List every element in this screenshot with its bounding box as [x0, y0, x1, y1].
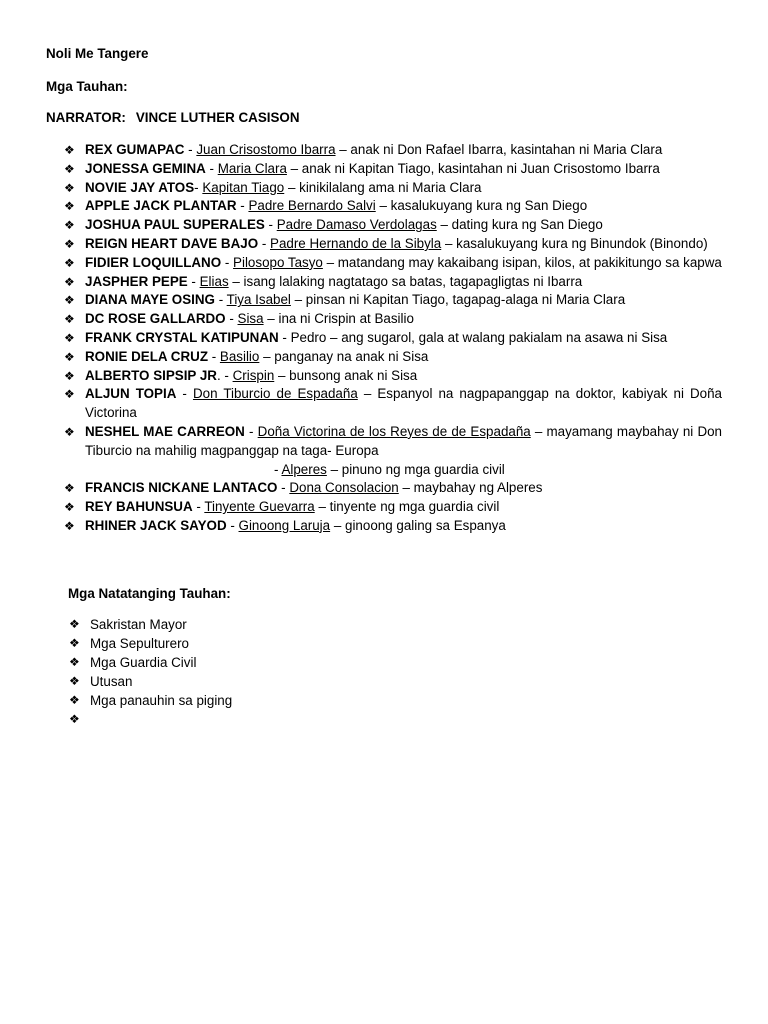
cast-list-item	[60, 254, 722, 273]
diamond-bullet-icon: ❖	[64, 481, 75, 496]
special-character-name: Mga Guardia Civil	[90, 655, 197, 670]
special-characters-list	[66, 615, 232, 729]
character-description: – bunsong anak ni Sisa	[274, 367, 418, 383]
actor-name: JOSHUA PAUL SUPERALES	[85, 217, 265, 233]
actor-name: APPLE JACK PLANTAR	[85, 198, 237, 214]
separator: -	[226, 517, 239, 533]
separator: -	[176, 386, 193, 402]
separator: -	[221, 254, 234, 270]
separator: -	[214, 292, 227, 308]
separator: -	[184, 142, 197, 157]
cast-list-item	[60, 348, 722, 367]
special-character-item	[66, 672, 232, 691]
diamond-bullet-icon: ❖	[64, 330, 75, 345]
character-name: Padre Hernando de la Sibyla	[270, 235, 442, 251]
cast-list-item	[60, 197, 722, 216]
cast-list-item	[60, 291, 722, 310]
diamond-bullet-icon: ❖	[64, 161, 75, 176]
diamond-bullet-icon: ❖	[69, 712, 80, 726]
cast-list	[60, 141, 722, 536]
narrator-name: VINCE LUTHER CASISON	[135, 110, 300, 125]
character-description: – matandang may kakaibang isipan, kilos, at pakikitungo sa kapwa	[322, 254, 722, 270]
actor-name: JASPHER PEPE	[85, 273, 188, 289]
diamond-bullet-icon: ❖	[64, 312, 75, 327]
diamond-bullet-icon: ❖	[64, 236, 75, 251]
cast-list-item	[60, 235, 722, 254]
character-name: Elias	[199, 273, 229, 289]
actor-name: FRANCIS NICKANE LANTACO	[85, 480, 278, 496]
separator: -	[205, 160, 218, 176]
actor-name: DC ROSE GALLARDO	[85, 311, 226, 327]
special-character-name: Mga Sepulturero	[90, 636, 189, 651]
actor-name: DIANA MAYE OSING	[85, 292, 215, 308]
character-name: Padre Bernardo Salvi	[248, 198, 376, 214]
diamond-bullet-icon: ❖	[64, 518, 75, 533]
diamond-bullet-icon: ❖	[64, 199, 75, 214]
continuation-line	[60, 461, 722, 480]
separator: -	[244, 423, 258, 439]
diamond-bullet-icon: ❖	[64, 274, 75, 289]
special-character-name: Sakristan Mayor	[90, 617, 187, 632]
special-character-item	[66, 653, 232, 672]
character-description: – ina ni Crispin at Basilio	[263, 311, 414, 327]
cast-list-item	[60, 179, 722, 198]
character-name: Basilio	[219, 348, 260, 364]
character-name: Pilosopo Tasyo	[233, 254, 323, 270]
character-name: Kapitan Tiago	[202, 179, 285, 195]
character-name: Tinyente Guevarra	[204, 499, 315, 515]
cast-list-item	[60, 479, 722, 498]
special-character-name: Mga panauhin sa piging	[90, 693, 233, 708]
cast-list-item	[60, 423, 722, 461]
actor-name: JONESSA GEMINA	[85, 160, 206, 176]
actor-name: REIGN HEART DAVE BAJO	[85, 235, 259, 251]
character-description: – kinikilalang ama ni Maria Clara	[284, 179, 482, 195]
actor-name: ALBERTO SIPSIP JR	[85, 367, 217, 383]
diamond-bullet-icon: ❖	[69, 655, 80, 669]
actor-name: REX GUMAPAC	[85, 142, 185, 157]
character-name: Ginoong Laruja	[238, 517, 331, 533]
diamond-bullet-icon: ❖	[64, 500, 75, 515]
cast-list-item	[60, 367, 722, 386]
diamond-bullet-icon: ❖	[64, 255, 75, 270]
narrator-line	[46, 110, 300, 126]
diamond-bullet-icon: ❖	[64, 293, 75, 308]
special-character-item	[66, 691, 232, 710]
character-description: – Espanyol na nagpapanggap na doktor, kabiyak ni Doña Victorina	[85, 386, 722, 421]
character-name: Crispin	[232, 367, 275, 383]
character-description: – dating kura ng San Diego	[436, 217, 603, 233]
separator: -	[264, 217, 277, 233]
cast-list-item	[60, 385, 722, 423]
character-description: – maybahay ng Alperes	[398, 480, 543, 496]
character-description: – mayamang maybahay ni Don Tiburcio na mahilig magpanggap na taga- Europa	[85, 423, 723, 458]
separator: -	[258, 235, 271, 251]
character-description: – anak ni Kapitan Tiago, kasintahan ni Juan Crisostomo Ibarra	[286, 160, 660, 176]
diamond-bullet-icon: ❖	[69, 674, 80, 688]
diamond-bullet-icon: ❖	[69, 617, 80, 631]
actor-name: ALJUN TOPIA	[85, 386, 177, 402]
character-description: – kasalukuyang kura ng Binundok (Binondo)	[441, 235, 708, 251]
diamond-bullet-icon: ❖	[69, 636, 80, 650]
character-description: – anak ni Don Rafael Ibarra, kasintahan ni Maria Clara	[335, 142, 663, 157]
special-characters-heading: Mga Natatanging Tauhan:	[68, 586, 231, 601]
cast-list-item	[60, 329, 722, 348]
cast-list-item	[60, 273, 722, 292]
character-description: – kasalukuyang kura ng San Diego	[375, 198, 588, 214]
character-name: Maria Clara	[217, 160, 287, 176]
character-name: Juan Crisostomo Ibarra	[196, 142, 336, 157]
diamond-bullet-icon: ❖	[64, 180, 75, 195]
character-name: Doña Victorina de los Reyes de de Espadaña	[257, 423, 531, 439]
character-description: – isang lalaking nagtatago sa batas, tagapagligtas ni Ibarra	[228, 273, 583, 289]
actor-name: RHINER JACK SAYOD	[85, 517, 227, 533]
separator: -	[225, 311, 238, 327]
cast-list-item	[60, 141, 722, 160]
document-title: Noli Me Tangere	[46, 46, 149, 61]
actor-name: NOVIE JAY ATOS	[85, 179, 195, 195]
character-name: Padre Damaso Verdolagas	[276, 217, 437, 233]
separator: -	[236, 198, 249, 214]
separator: -	[187, 273, 200, 289]
cast-list-item	[60, 160, 722, 179]
diamond-bullet-icon: ❖	[64, 349, 75, 364]
actor-name: FRANK CRYSTAL KATIPUNAN	[85, 329, 279, 345]
special-character-item	[66, 634, 232, 653]
character-description: – ginoong galing sa Espanya	[330, 517, 506, 533]
separator: -	[277, 480, 290, 496]
diamond-bullet-icon: ❖	[64, 424, 75, 439]
actor-name: NESHEL MAE CARREON	[85, 423, 245, 439]
narrator-label: NARRATOR:	[46, 110, 126, 125]
diamond-bullet-icon: ❖	[69, 693, 80, 707]
cast-list-item	[60, 216, 722, 235]
special-character-item	[66, 710, 232, 729]
character-description: Pedro – ang sugarol, gala at walang pakialam na asawa ni Sisa	[290, 329, 668, 345]
separator: -	[208, 348, 220, 364]
character-name: Sisa	[237, 311, 264, 327]
diamond-bullet-icon: ❖	[64, 218, 75, 233]
actor-name: REY BAHUNSUA	[85, 499, 193, 515]
character-name: Don Tiburcio de Espadaña	[192, 386, 358, 402]
character-description: – pinsan ni Kapitan Tiago, tagapag-alaga ni Maria Clara	[290, 292, 626, 308]
special-character-item	[66, 615, 232, 634]
separator: -	[278, 329, 291, 345]
cast-list-item	[60, 310, 722, 329]
diamond-bullet-icon: ❖	[64, 143, 75, 157]
cast-list-item	[60, 498, 722, 517]
separator: -	[192, 499, 205, 515]
character-name: Tiya Isabel	[226, 292, 291, 308]
diamond-bullet-icon: ❖	[64, 368, 75, 383]
separator: . -	[216, 367, 233, 383]
special-character-name: Utusan	[90, 674, 133, 689]
diamond-bullet-icon: ❖	[64, 387, 75, 402]
separator: -	[194, 179, 203, 195]
cast-list-item	[60, 517, 722, 536]
actor-name: FIDIER LOQUILLANO	[85, 254, 222, 270]
character-description: – pinuno ng mga guardia civil	[326, 461, 505, 477]
character-description: – panganay na anak ni Sisa	[259, 348, 429, 364]
actor-name: RONIE DELA CRUZ	[85, 348, 208, 364]
separator: -	[274, 461, 282, 477]
character-name: Dona Consolacion	[289, 480, 399, 496]
cast-heading: Mga Tauhan:	[46, 79, 128, 94]
character-description: – tinyente ng mga guardia civil	[314, 499, 500, 515]
character-name: Alperes	[281, 461, 327, 477]
